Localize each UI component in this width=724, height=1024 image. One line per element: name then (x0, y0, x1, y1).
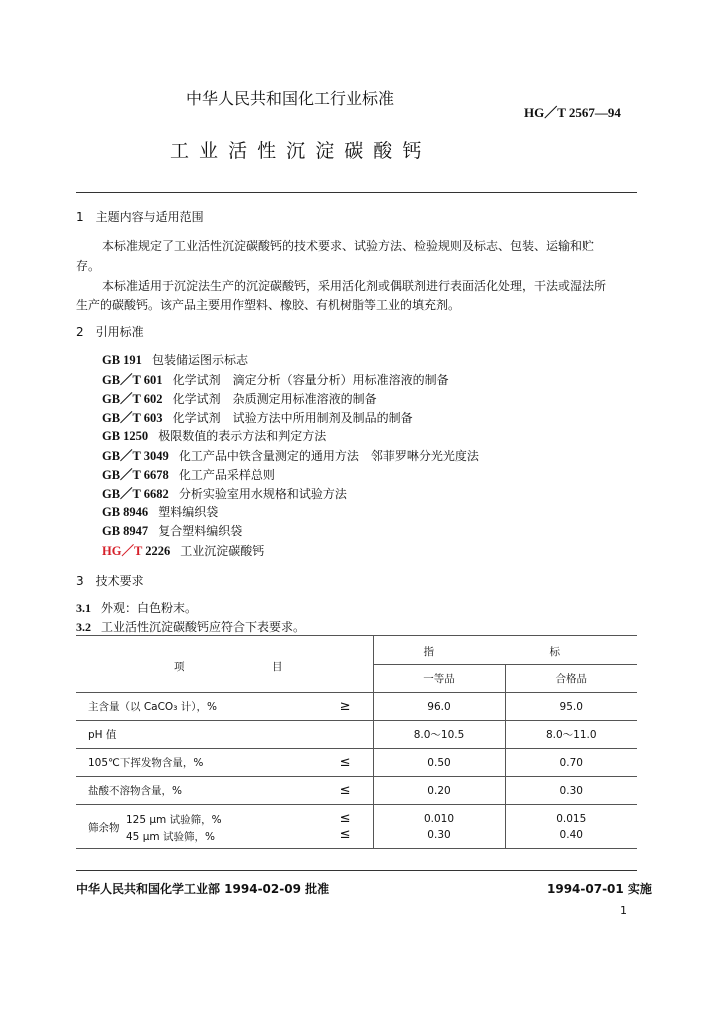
grade-2-value: 95.0 (505, 693, 637, 721)
comparison-symbol: ≥ (339, 699, 351, 714)
table-row (76, 693, 637, 721)
reference-code: GB／T 603 (102, 411, 163, 425)
org-title: 中华人民共和国化工行业标准 (186, 89, 395, 108)
footer-divider (76, 870, 637, 871)
standard-number: HG／T 2567—94 (524, 105, 621, 120)
reference-item (102, 408, 413, 426)
index-header-cell (373, 636, 637, 665)
reference-item (102, 351, 248, 368)
reference-code: GB／T 601 (102, 373, 163, 387)
reference-title: 工业沉淀碳酸钙 (180, 544, 265, 558)
reference-code: GB／T 602 (102, 392, 163, 406)
reference-title: 极限数值的表示方法和判定方法 (158, 429, 327, 443)
sieve-grade-1-cell (373, 805, 505, 849)
sieve-label-cell (76, 805, 373, 849)
reference-code: 2226 (142, 544, 171, 558)
comparison-symbol: ≤ (339, 811, 351, 826)
row-label-text: 主含量（以 CaCO₃ 计），% (88, 701, 217, 713)
effective-date: 1994-07-01 实施 (547, 882, 652, 896)
item-3-2 (76, 618, 305, 635)
section-1-paragraph-2-line-1: 本标准适用于沉淀法生产的沉淀碳酸钙，采用活化剂或偶联剂进行表面活化处理，干法或湿法所 (102, 279, 607, 293)
reference-item (102, 446, 479, 464)
reference-code: GB 1250 (102, 429, 149, 443)
comparison-symbol: ≤ (339, 755, 351, 770)
table-header-row (76, 636, 637, 665)
item-header-cell (76, 636, 373, 693)
reference-title: 分析实验室用水规格和试验方法 (178, 487, 347, 501)
grade-2-value: 0.30 (505, 777, 637, 805)
sieve-grade-2-cell (505, 805, 637, 849)
grade-1-value: 8.0～10.5 (373, 721, 505, 749)
reference-item (102, 427, 326, 444)
specification-table (76, 635, 637, 849)
table-row (76, 721, 637, 749)
sieve-row (76, 805, 637, 849)
reference-item (102, 522, 242, 539)
item-header-a: 项 (174, 661, 185, 673)
reference-title: 化学试剂 试验方法中所用制剂及制品的制备 (172, 411, 413, 425)
reference-title: 包装储运图示标志 (151, 353, 248, 367)
reference-title: 化工产品中铁含量测定的通用方法 邻菲罗啉分光光度法 (178, 449, 479, 463)
reference-title: 化学试剂 滴定分析（容量分析）用标准溶液的制备 (172, 373, 449, 387)
reference-title: 复合塑料编织袋 (158, 524, 243, 538)
reference-code: GB／T 3049 (102, 449, 169, 463)
item-number: 3.1 (76, 601, 91, 615)
table-row (76, 749, 637, 777)
section-1-paragraph-2-line-2: 生产的碳酸钙。该产品主要用作塑料、橡胶、有机树脂等工业的填充剂。 (76, 298, 461, 312)
section-2-heading: 2 引用标准 (76, 325, 144, 339)
section-1-paragraph-1-line-1: 本标准规定了工业活性沉淀碳酸钙的技术要求、试验方法、检验规则及标志、包装、运输和贮 (102, 239, 595, 253)
item-3-1 (76, 599, 197, 616)
document-title: 工 业 活 性 沉 淀 碳 酸 钙 (170, 140, 424, 162)
reference-code: GB 191 (102, 353, 142, 367)
grade-1-value: 0.20 (373, 777, 505, 805)
reference-code: GB／T 6678 (102, 468, 169, 482)
item-number: 3.2 (76, 620, 91, 634)
page-number: 1 (620, 904, 627, 917)
reference-item (102, 465, 275, 483)
grade-2-value: 0.70 (505, 749, 637, 777)
row-label-text: pH 值 (88, 729, 117, 741)
approval-line: 中华人民共和国化学工业部 1994-02-09 批准 (76, 882, 330, 896)
item-header-b: 目 (272, 661, 283, 673)
row-label-text: 105℃下挥发物含量，% (88, 757, 204, 769)
grade-2-value: 0.015 (556, 812, 587, 825)
reference-code: GB／T 6682 (102, 487, 169, 501)
section-1-paragraph-1-line-2: 存。 (76, 259, 101, 273)
item-text: 外观：白色粉末。 (101, 601, 198, 615)
header-divider (76, 192, 637, 193)
reference-title: 化工产品采样总则 (178, 468, 275, 482)
sieve-45-label: 45 μm 试验筛，% (126, 831, 215, 843)
grade-1-value: 0.010 (423, 812, 455, 825)
table-row (76, 777, 637, 805)
row-label (76, 749, 373, 777)
section-1-heading: 1 主题内容与适用范围 (76, 210, 204, 224)
row-label (76, 777, 373, 805)
sieve-label: 筛余物 (88, 822, 120, 834)
grade-1-value: 96.0 (373, 693, 505, 721)
reference-code: GB 8947 (102, 524, 149, 538)
section-3-heading: 3 技术要求 (76, 574, 144, 588)
reference-code: GB 8946 (102, 505, 149, 519)
grade-2-value: 0.40 (559, 828, 583, 841)
comparison-symbol: ≤ (339, 827, 351, 842)
row-label-text: 盐酸不溶物含量，% (88, 785, 182, 797)
grade-1-header: 一等品 (373, 665, 505, 693)
item-text: 工业活性沉淀碳酸钙应符合下表要求。 (101, 620, 306, 634)
reference-item (102, 484, 347, 502)
reference-item (102, 389, 377, 407)
reference-title: 塑料编织袋 (158, 505, 219, 519)
sieve-125-label: 125 μm 试验筛，% (126, 814, 222, 826)
grade-1-value: 0.50 (373, 749, 505, 777)
reference-title: 化学试剂 杂质测定用标准溶液的制备 (172, 392, 377, 406)
row-label (76, 693, 373, 721)
comparison-symbol: ≤ (339, 783, 351, 798)
grade-2-header: 合格品 (505, 665, 637, 693)
reference-item (102, 541, 264, 559)
row-label (76, 721, 373, 749)
grade-1-value: 0.30 (427, 828, 451, 841)
reference-code-highlighted: HG／T (102, 544, 143, 558)
reference-item (102, 370, 449, 388)
index-header-a: 指 (423, 646, 434, 658)
reference-item (102, 503, 218, 520)
index-header-b: 标 (549, 646, 560, 658)
grade-2-value: 8.0～11.0 (505, 721, 637, 749)
